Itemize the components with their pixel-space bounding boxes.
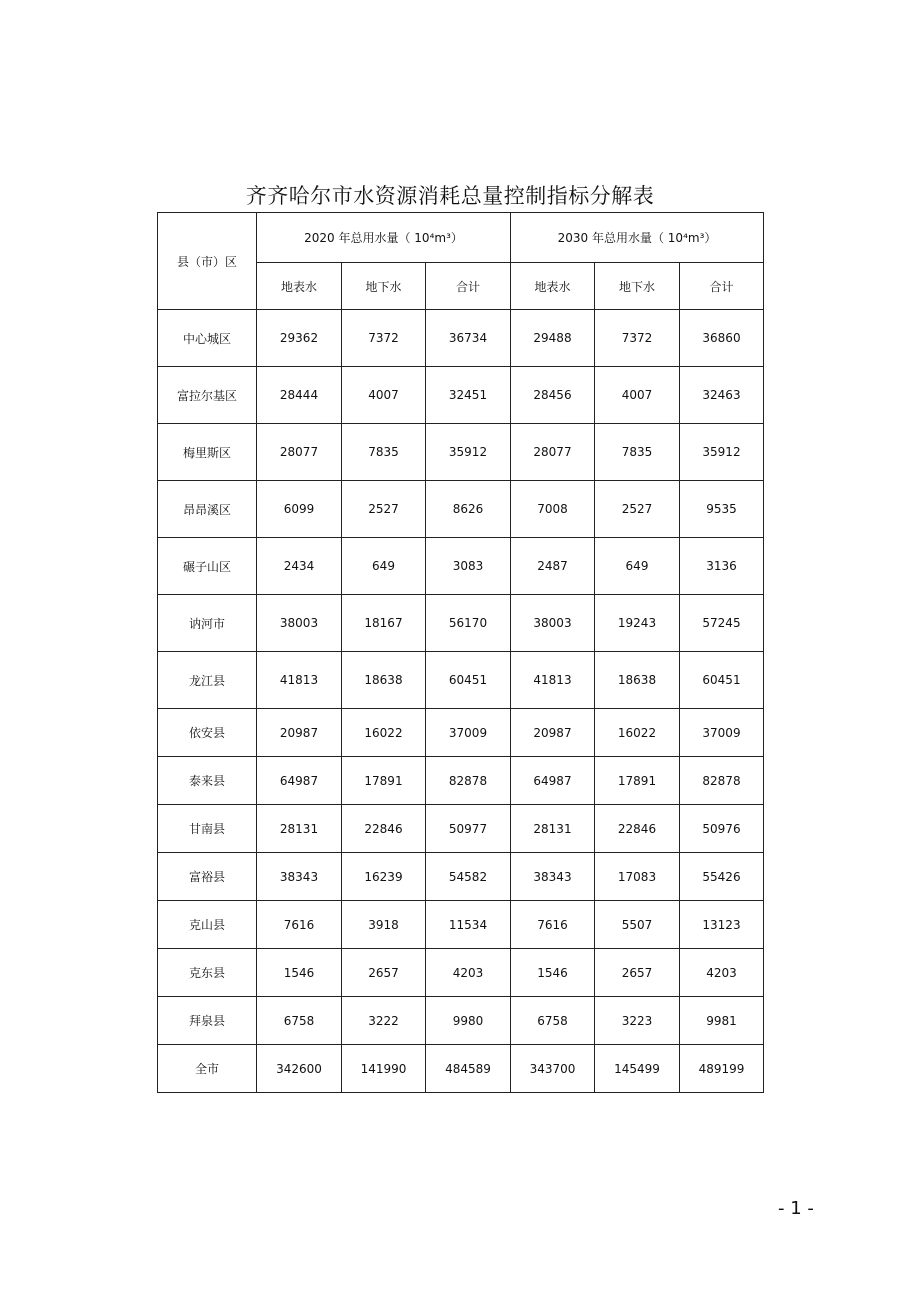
value-cell: 19243 [595, 595, 680, 652]
page-number: - 1 - [778, 1198, 814, 1219]
value-cell: 37009 [680, 709, 764, 757]
value-cell: 7008 [511, 481, 595, 538]
value-cell: 2527 [595, 481, 680, 538]
table-row [158, 424, 764, 481]
table-row [158, 595, 764, 652]
group-header-2020: 2020 年总用水量（ 10⁴m³） [257, 213, 511, 263]
sub-header-surface-2030: 地表水 [511, 263, 595, 310]
value-cell: 8626 [426, 481, 511, 538]
value-cell: 17891 [595, 757, 680, 805]
value-cell: 4203 [680, 949, 764, 997]
value-cell: 54582 [426, 853, 511, 901]
value-cell: 5507 [595, 901, 680, 949]
table-row [158, 709, 764, 757]
value-cell: 82878 [426, 757, 511, 805]
sub-header-ground-2030: 地下水 [595, 263, 680, 310]
value-cell: 38343 [257, 853, 342, 901]
region-name-cell: 泰来县 [158, 757, 257, 805]
value-cell: 29488 [511, 310, 595, 367]
value-cell: 343700 [511, 1045, 595, 1093]
value-cell: 82878 [680, 757, 764, 805]
value-cell: 7835 [595, 424, 680, 481]
value-cell: 2527 [342, 481, 426, 538]
group-header-2030: 2030 年总用水量（ 10⁴m³） [511, 213, 764, 263]
value-cell: 38343 [511, 853, 595, 901]
value-cell: 16022 [342, 709, 426, 757]
value-cell: 2434 [257, 538, 342, 595]
value-cell: 17083 [595, 853, 680, 901]
value-cell: 649 [595, 538, 680, 595]
value-cell: 6758 [511, 997, 595, 1045]
value-cell: 64987 [511, 757, 595, 805]
value-cell: 9981 [680, 997, 764, 1045]
value-cell: 38003 [257, 595, 342, 652]
value-cell: 36860 [680, 310, 764, 367]
sub-header-surface-2020: 地表水 [257, 263, 342, 310]
value-cell: 36734 [426, 310, 511, 367]
region-header: 县（市）区 [158, 213, 257, 310]
value-cell: 38003 [511, 595, 595, 652]
value-cell: 3083 [426, 538, 511, 595]
value-cell: 2657 [342, 949, 426, 997]
sub-header-total-2020: 合计 [426, 263, 511, 310]
table-row [158, 805, 764, 853]
value-cell: 3222 [342, 997, 426, 1045]
value-cell: 489199 [680, 1045, 764, 1093]
table-row [158, 997, 764, 1045]
region-name-cell: 富裕县 [158, 853, 257, 901]
value-cell: 11534 [426, 901, 511, 949]
region-name-cell: 拜泉县 [158, 997, 257, 1045]
region-name-cell: 克山县 [158, 901, 257, 949]
value-cell: 55426 [680, 853, 764, 901]
value-cell: 50977 [426, 805, 511, 853]
value-cell: 649 [342, 538, 426, 595]
value-cell: 16022 [595, 709, 680, 757]
value-cell: 16239 [342, 853, 426, 901]
region-name-cell: 中心城区 [158, 310, 257, 367]
value-cell: 28444 [257, 367, 342, 424]
document-title: 齐齐哈尔市水资源消耗总量控制指标分解表 [245, 184, 655, 208]
value-cell: 1546 [511, 949, 595, 997]
table-row [158, 367, 764, 424]
value-cell: 18167 [342, 595, 426, 652]
value-cell: 13123 [680, 901, 764, 949]
region-name-cell: 克东县 [158, 949, 257, 997]
value-cell: 3918 [342, 901, 426, 949]
value-cell: 32451 [426, 367, 511, 424]
value-cell: 20987 [257, 709, 342, 757]
value-cell: 484589 [426, 1045, 511, 1093]
value-cell: 7372 [342, 310, 426, 367]
value-cell: 60451 [680, 652, 764, 709]
sub-header-ground-2020: 地下水 [342, 263, 426, 310]
value-cell: 1546 [257, 949, 342, 997]
region-name-cell: 讷河市 [158, 595, 257, 652]
value-cell: 28456 [511, 367, 595, 424]
table-row [158, 853, 764, 901]
value-cell: 7616 [257, 901, 342, 949]
value-cell: 342600 [257, 1045, 342, 1093]
region-name-cell: 龙江县 [158, 652, 257, 709]
table-row [158, 652, 764, 709]
region-name-cell: 全市 [158, 1045, 257, 1093]
table-row [158, 310, 764, 367]
table-row [158, 757, 764, 805]
value-cell: 3223 [595, 997, 680, 1045]
table-row [158, 1045, 764, 1093]
value-cell: 35912 [426, 424, 511, 481]
value-cell: 57245 [680, 595, 764, 652]
value-cell: 7372 [595, 310, 680, 367]
value-cell: 28077 [511, 424, 595, 481]
value-cell: 2487 [511, 538, 595, 595]
value-cell: 41813 [257, 652, 342, 709]
value-cell: 28131 [511, 805, 595, 853]
region-name-cell: 碾子山区 [158, 538, 257, 595]
value-cell: 7616 [511, 901, 595, 949]
table-row [158, 949, 764, 997]
value-cell: 6099 [257, 481, 342, 538]
value-cell: 60451 [426, 652, 511, 709]
region-name-cell: 富拉尔基区 [158, 367, 257, 424]
water-consumption-table [157, 212, 764, 1093]
value-cell: 7835 [342, 424, 426, 481]
value-cell: 4007 [342, 367, 426, 424]
table-row [158, 538, 764, 595]
value-cell: 22846 [595, 805, 680, 853]
value-cell: 64987 [257, 757, 342, 805]
value-cell: 50976 [680, 805, 764, 853]
value-cell: 37009 [426, 709, 511, 757]
table-row [158, 481, 764, 538]
value-cell: 17891 [342, 757, 426, 805]
region-name-cell: 昂昂溪区 [158, 481, 257, 538]
value-cell: 4007 [595, 367, 680, 424]
value-cell: 2657 [595, 949, 680, 997]
region-name-cell: 甘南县 [158, 805, 257, 853]
value-cell: 28077 [257, 424, 342, 481]
value-cell: 3136 [680, 538, 764, 595]
value-cell: 4203 [426, 949, 511, 997]
value-cell: 9980 [426, 997, 511, 1045]
value-cell: 35912 [680, 424, 764, 481]
value-cell: 9535 [680, 481, 764, 538]
value-cell: 32463 [680, 367, 764, 424]
table-row [158, 901, 764, 949]
value-cell: 29362 [257, 310, 342, 367]
sub-header-total-2030: 合计 [680, 263, 764, 310]
value-cell: 145499 [595, 1045, 680, 1093]
region-name-cell: 梅里斯区 [158, 424, 257, 481]
value-cell: 56170 [426, 595, 511, 652]
value-cell: 28131 [257, 805, 342, 853]
value-cell: 41813 [511, 652, 595, 709]
value-cell: 20987 [511, 709, 595, 757]
value-cell: 141990 [342, 1045, 426, 1093]
value-cell: 22846 [342, 805, 426, 853]
value-cell: 6758 [257, 997, 342, 1045]
value-cell: 18638 [595, 652, 680, 709]
region-name-cell: 依安县 [158, 709, 257, 757]
value-cell: 18638 [342, 652, 426, 709]
